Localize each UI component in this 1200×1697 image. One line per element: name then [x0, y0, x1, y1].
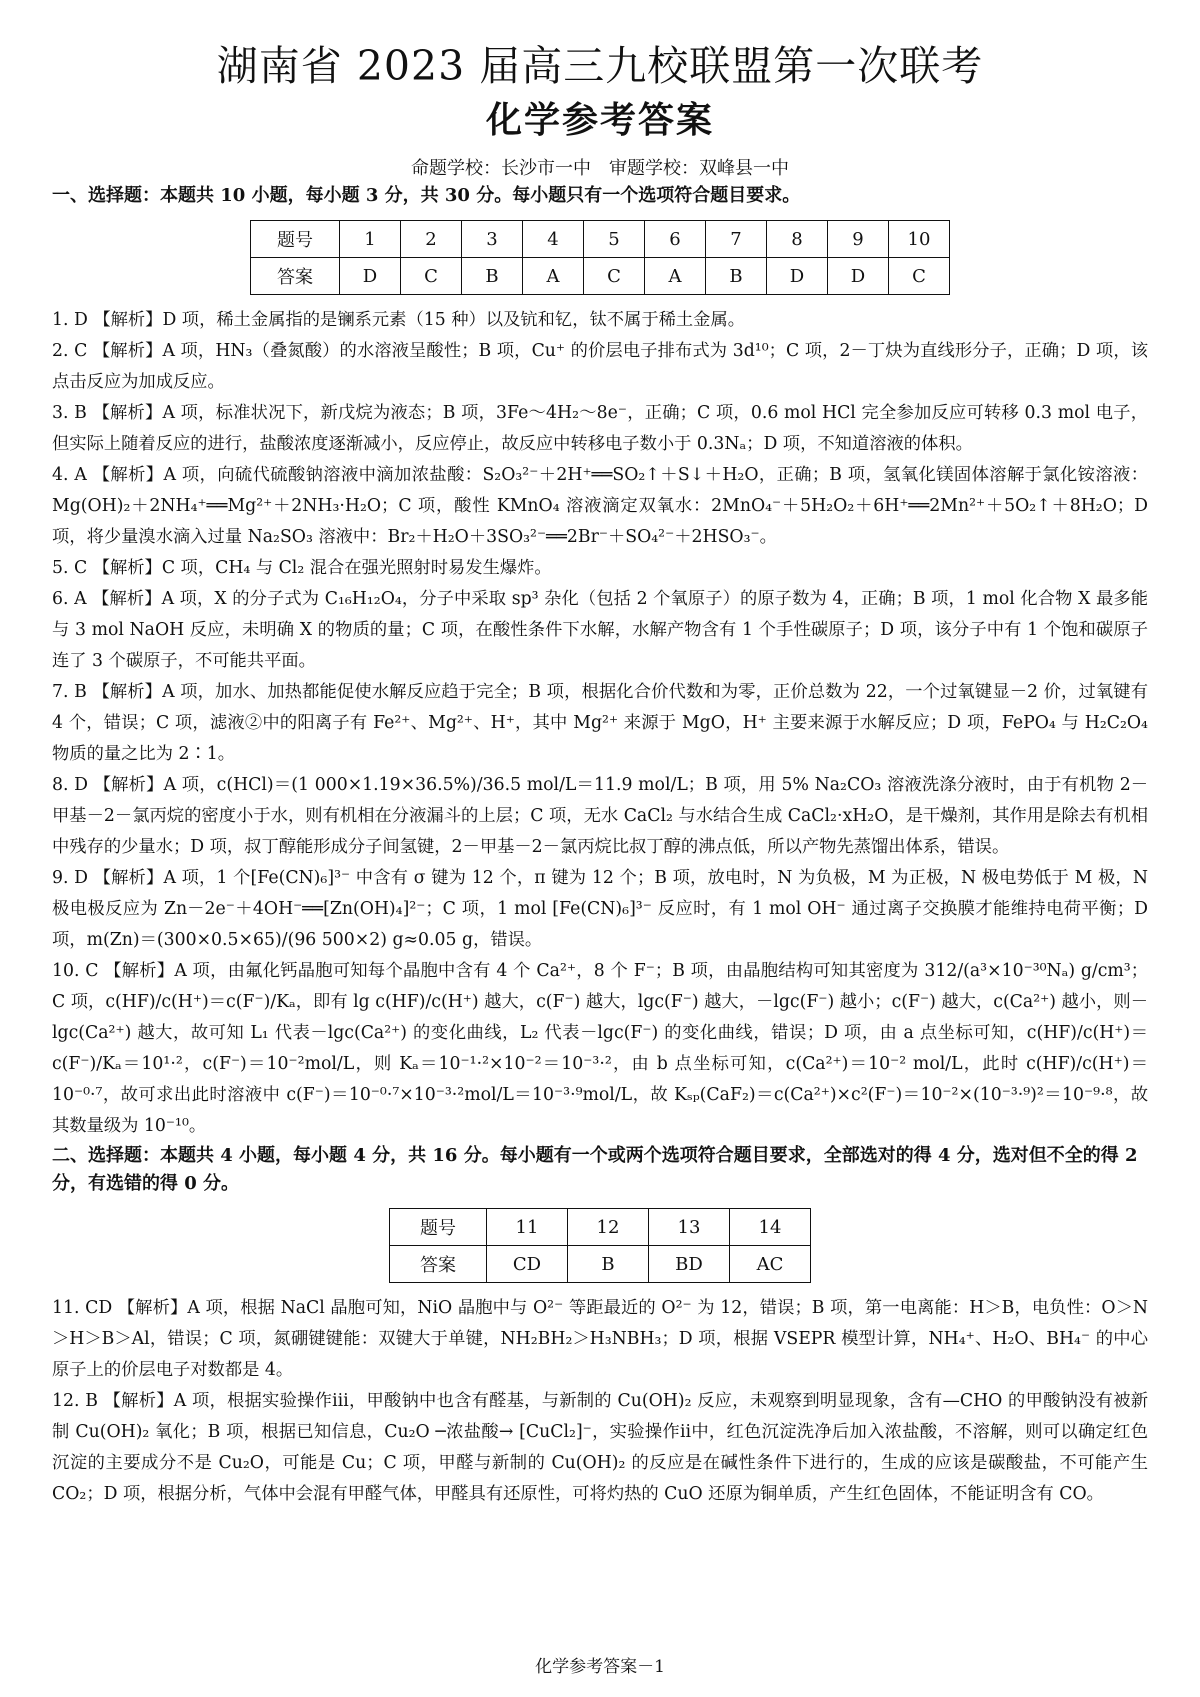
explanation-7: 7. B 【解析】A 项，加水、加热都能促使水解反应趋于完全；B 项，根据化合价代数和为零，正价总数为 22，一个过氧键显－2 价，过氧键有 4 个，错误；C 项，滤液②中的阳离子有 Fe²⁺、Mg²⁺、H⁺，其中 Mg²⁺ 来源于 MgO，H⁺ 主要来源于水解反应；D 项，FePO₄ 与 H₂C₂O₄ 物质的量之比为 2∶1。	[52, 682, 1148, 764]
explanation-11: 11. CD 【解析】A 项，根据 NaCl 晶胞可知，NiO 晶胞中与 O²⁻ 等距最近的 O²⁻ 为 12，错误；B 项，第一电离能：H＞B，电负性：O＞N＞H＞B＞Al，错误；C 项，氮硼键键能：双键大于单键，NH₂BH₂＞H₃NBH₃；D 项，根据 VSEPR 模型计算，NH₄⁺、H₂O、BH₄⁻ 的中心原子上的价层电子对数都是 4。	[52, 1298, 1148, 1380]
table-row	[251, 258, 950, 295]
question-number: 3	[462, 221, 523, 258]
row-label-answer: 答案	[390, 1246, 487, 1283]
question-number: 14	[730, 1209, 811, 1246]
answer-cell: B	[706, 258, 767, 295]
answer-cell: AC	[730, 1246, 811, 1283]
question-number: 11	[487, 1209, 568, 1246]
author-schools: 命题学校：长沙市一中 审题学校：双峰县一中	[411, 158, 789, 179]
question-number: 8	[767, 221, 828, 258]
page-title: 湖南省 2023 届高三九校联盟第一次联考	[216, 42, 984, 90]
question-number: 1	[340, 221, 401, 258]
explanation-9: 9. D 【解析】A 项，1 个[Fe(CN)₆]³⁻ 中含有 σ 键为 12 个，π 键为 12 个；B 项，放电时，N 为负极，M 为正极，N 极电势低于 M 极，N 极电极反应为 Zn－2e⁻＋4OH⁻══[Zn(OH)₄]²⁻；C 项，1 mol [Fe(CN)₆]³⁻ 反应时，有 1 mol OH⁻ 通过离子交换膜才能维持电荷平衡；D 项，m(Zn)＝(300×0.5×65)/(96 500×2) g≈0.05 g，错误。	[52, 868, 1148, 950]
answer-cell: C	[401, 258, 462, 295]
answer-cell: D	[340, 258, 401, 295]
question-number: 12	[568, 1209, 649, 1246]
answer-cell: B	[568, 1246, 649, 1283]
page-subtitle: 化学参考答案	[485, 99, 714, 141]
explanation-2: 2. C 【解析】A 项，HN₃（叠氮酸）的水溶液呈酸性；B 项，Cu⁺ 的价层电子排布式为 3d¹⁰；C 项，2－丁炔为直线形分子，正确；D 项，该点击反应为加成反应。	[52, 341, 1148, 392]
question-number: 9	[828, 221, 889, 258]
question-number: 13	[649, 1209, 730, 1246]
section-2-heading: 二、选择题：本题共 4 小题，每小题 4 分，共 16 分。每小题有一个或两个选项符合题目要求，全部选对的得 4 分，选对但不全的得 2 分，有选错的得 0 分。	[52, 1145, 1138, 1194]
explanation-8: 8. D 【解析】A 项，c(HCl)＝(1 000×1.19×36.5%)/36.5 mol/L＝11.9 mol/L；B 项，用 5% Na₂CO₃ 溶液洗涤分液时，由于有机物 2－甲基－2－氯丙烷的密度小于水，则有机相在分液漏斗的上层；C 项，无水 CaCl₂ 与水结合生成 CaCl₂·xH₂O，是干燥剂，其作用是除去有机相中残存的少量水；D 项，叔丁醇能形成分子间氢键，2－甲基－2－氯丙烷比叔丁醇的沸点低，所以产物先蒸馏出体系，错误。	[52, 775, 1148, 857]
answer-table-2	[389, 1208, 811, 1283]
question-number: 7	[706, 221, 767, 258]
answer-cell: D	[828, 258, 889, 295]
answer-cell: BD	[649, 1246, 730, 1283]
table-row	[390, 1246, 811, 1283]
page-footer: 化学参考答案－1	[535, 1657, 665, 1677]
row-label-question: 题号	[390, 1209, 487, 1246]
explanation-10: 10. C 【解析】A 项，由氟化钙晶胞可知每个晶胞中含有 4 个 Ca²⁺，8 个 F⁻；B 项，由晶胞结构可知其密度为 312/(a³×10⁻³⁰Nₐ) g/cm³；C 项，c(HF)/c(H⁺)＝c(F⁻)/Kₐ，即有 lg c(HF)/c(H⁺) 越大，c(F⁻) 越大，lgc(F⁻) 越大，－lgc(F⁻) 越小；c(F⁻) 越大，c(Ca²⁺) 越小，则－lgc(Ca²⁺) 越大，故可知 L₁ 代表－lgc(Ca²⁺) 的变化曲线，L₂ 代表－lgc(F⁻) 的变化曲线，错误；D 项，由 a 点坐标可知，c(HF)/c(H⁺)＝c(F⁻)/Kₐ＝10¹·²，c(F⁻)＝10⁻²mol/L，则 Kₐ＝10⁻¹·²×10⁻²＝10⁻³·²，由 b 点坐标可知，c(Ca²⁺)＝10⁻² mol/L，此时 c(HF)/c(H⁺)＝10⁻⁰·⁷，故可求出此时溶液中 c(F⁻)＝10⁻⁰·⁷×10⁻³·²mol/L＝10⁻³·⁹mol/L，故 Kₛₚ(CaF₂)＝c(Ca²⁺)×c²(F⁻)＝10⁻²×(10⁻³·⁹)²＝10⁻⁹·⁸，故其数量级为 10⁻¹⁰。	[52, 961, 1148, 1136]
answer-cell: C	[584, 258, 645, 295]
answer-cell: A	[645, 258, 706, 295]
section-1-heading: 一、选择题：本题共 10 小题，每小题 3 分，共 30 分。每小题只有一个选项符合题目要求。	[52, 185, 801, 206]
explanation-3: 3. B 【解析】A 项，标准状况下，新戊烷为液态；B 项，3Fe～4H₂～8e⁻，正确；C 项，0.6 mol HCl 完全参加反应可转移 0.3 mol 电子，但实际上随着反应的进行，盐酸浓度逐渐减小，反应停止，故反应中转移电子数小于 0.3Nₐ；D 项，不知道溶液的体积。	[52, 403, 1148, 454]
table-row	[251, 221, 950, 258]
answer-cell: B	[462, 258, 523, 295]
row-label-question: 题号	[251, 221, 340, 258]
question-number: 10	[889, 221, 950, 258]
answer-cell: A	[523, 258, 584, 295]
question-number: 5	[584, 221, 645, 258]
table-row	[390, 1209, 811, 1246]
answer-table-1	[250, 220, 950, 295]
explanation-12: 12. B 【解析】A 项，根据实验操作ⅲ，甲酸钠中也含有醛基，与新制的 Cu(OH)₂ 反应，未观察到明显现象，含有—CHO 的甲酸钠没有被新制 Cu(OH)₂ 氧化；B 项，根据已知信息，Cu₂O ─浓盐酸→ [CuCl₂]⁻，实验操作ⅱ中，红色沉淀洗净后加入浓盐酸，不溶解，则可以确定红色沉淀的主要成分不是 Cu₂O，可能是 Cu；C 项，甲醛与新制的 Cu(OH)₂ 的反应是在碱性条件下进行的，生成的应该是碳酸盐，不可能产生 CO₂；D 项，根据分析，气体中会混有甲醛气体，甲醛具有还原性，可将灼热的 CuO 还原为铜单质，产生红色固体，不能证明含有 CO。	[52, 1391, 1148, 1504]
explanation-5: 5. C 【解析】C 项，CH₄ 与 Cl₂ 混合在强光照射时易发生爆炸。	[52, 558, 552, 578]
explanation-6: 6. A 【解析】A 项，X 的分子式为 C₁₆H₁₂O₄，分子中采取 sp³ 杂化（包括 2 个氧原子）的原子数为 4，正确；B 项，1 mol 化合物 X 最多能与 3 mol NaOH 反应，未明确 X 的物质的量；C 项，在酸性条件下水解，水解产物含有 1 个手性碳原子；D 项，该分子中有 1 个饱和碳原子连了 3 个碳原子，不可能共平面。	[52, 589, 1148, 671]
explanation-1: 1. D 【解析】D 项，稀土金属指的是镧系元素（15 种）以及钪和钇，钛不属于稀土金属。	[52, 310, 746, 330]
explanation-4: 4. A 【解析】A 项，向硫代硫酸钠溶液中滴加浓盐酸：S₂O₃²⁻＋2H⁺══SO₂↑＋S↓＋H₂O，正确；B 项，氢氧化镁固体溶解于氯化铵溶液：Mg(OH)₂＋2NH₄⁺══Mg²⁺＋2NH₃·H₂O；C 项，酸性 KMnO₄ 溶液滴定双氧水：2MnO₄⁻＋5H₂O₂＋6H⁺══2Mn²⁺＋5O₂↑＋8H₂O；D 项，将少量溴水滴入过量 Na₂SO₃ 溶液中：Br₂＋H₂O＋3SO₃²⁻══2Br⁻＋SO₄²⁻＋2HSO₃⁻。	[52, 465, 1148, 547]
question-number: 2	[401, 221, 462, 258]
question-number: 6	[645, 221, 706, 258]
answer-cell: CD	[487, 1246, 568, 1283]
row-label-answer: 答案	[251, 258, 340, 295]
question-number: 4	[523, 221, 584, 258]
answer-cell: C	[889, 258, 950, 295]
answer-cell: D	[767, 258, 828, 295]
